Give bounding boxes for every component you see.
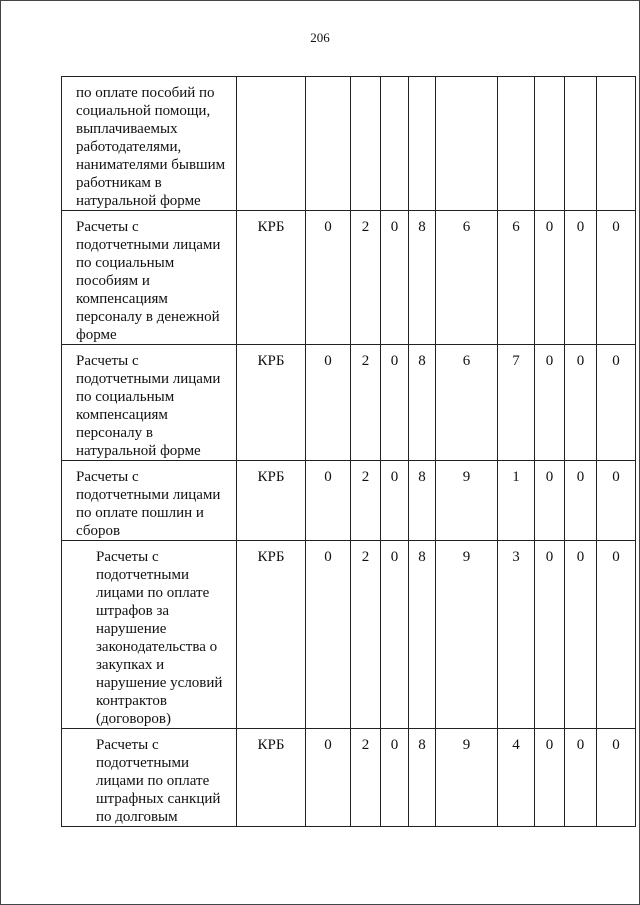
account-name-text: по оплате пособий по социальной помощи, выплачиваемых работодателями, нанимателями бывшим работникам в натуральной форме xyxy=(76,85,226,209)
table-row xyxy=(62,541,636,729)
account-digit-cell xyxy=(306,77,351,211)
account-digit-cell: 8 xyxy=(409,345,436,461)
account-digit-cell: 0 xyxy=(306,729,351,827)
account-name-text: Расчеты с подотчетными лицами по социальным пособиям и компенсациям персоналу в денежной форме xyxy=(76,219,221,343)
account-digit-cell: 0 xyxy=(306,211,351,345)
budget-code-cell: КРБ xyxy=(237,729,306,827)
account-digit-cell: 8 xyxy=(409,461,436,541)
account-digit-cell: 0 xyxy=(597,345,636,461)
account-digit-cell: 2 xyxy=(351,541,381,729)
account-name-cell xyxy=(62,729,237,827)
account-digit-cell: 2 xyxy=(351,461,381,541)
account-digit-cell: 0 xyxy=(306,541,351,729)
account-digit-cell: 1 xyxy=(498,461,535,541)
account-digit-cell: 0 xyxy=(597,541,636,729)
account-digit-cell xyxy=(351,77,381,211)
account-digit-cell xyxy=(565,77,597,211)
account-digit-cell: 4 xyxy=(498,729,535,827)
account-digit-cell: 8 xyxy=(409,729,436,827)
account-digit-cell: 0 xyxy=(565,729,597,827)
account-name-text: Расчеты с подотчетными лицами по социальным компенсациям персоналу в натуральной форме xyxy=(76,353,221,459)
account-digit-cell: 0 xyxy=(535,461,565,541)
page-number: 206 xyxy=(310,30,330,45)
table-row xyxy=(62,211,636,345)
budget-code-cell xyxy=(237,77,306,211)
account-digit-cell: 0 xyxy=(306,345,351,461)
account-digit-cell: 9 xyxy=(436,729,498,827)
account-digit-cell xyxy=(535,77,565,211)
account-name-cell xyxy=(62,541,237,729)
account-name-cell xyxy=(62,345,237,461)
account-digit-cell: 0 xyxy=(597,461,636,541)
account-digit-cell: 0 xyxy=(535,211,565,345)
account-digit-cell: 0 xyxy=(535,729,565,827)
account-name-cell xyxy=(62,77,237,211)
account-digit-cell: 0 xyxy=(535,345,565,461)
account-digit-cell xyxy=(381,77,409,211)
account-digit-cell xyxy=(409,77,436,211)
account-digit-cell: 0 xyxy=(306,461,351,541)
account-digit-cell: 2 xyxy=(351,729,381,827)
account-digit-cell: 2 xyxy=(351,345,381,461)
account-digit-cell: 6 xyxy=(436,345,498,461)
account-name-text: Расчеты с подотчетными лицами по оплате штрафных санкций по долговым xyxy=(96,737,221,825)
account-name-cell xyxy=(62,211,237,345)
account-digit-cell: 0 xyxy=(565,211,597,345)
account-digit-cell: 0 xyxy=(565,345,597,461)
account-name-text: Расчеты с подотчетными лицами по оплате пошлин и сборов xyxy=(76,469,221,539)
account-digit-cell: 0 xyxy=(381,541,409,729)
account-digit-cell: 8 xyxy=(409,211,436,345)
account-digit-cell: 9 xyxy=(436,461,498,541)
account-digit-cell xyxy=(436,77,498,211)
account-digit-cell: 6 xyxy=(436,211,498,345)
account-digit-cell: 0 xyxy=(597,729,636,827)
table-row xyxy=(62,345,636,461)
budget-code-cell: КРБ xyxy=(237,461,306,541)
budget-code-cell: КРБ xyxy=(237,345,306,461)
account-digit-cell: 0 xyxy=(535,541,565,729)
account-digit-cell: 9 xyxy=(436,541,498,729)
account-digit-cell: 0 xyxy=(381,729,409,827)
account-digit-cell: 0 xyxy=(381,211,409,345)
budget-code-cell: КРБ xyxy=(237,541,306,729)
account-digit-cell xyxy=(597,77,636,211)
account-digit-cell: 8 xyxy=(409,541,436,729)
account-code-table xyxy=(61,76,636,827)
table-body xyxy=(62,77,636,827)
account-name-text: Расчеты с подотчетными лицами по оплате штрафов за нарушение законодательства о закупках и нарушение условий контрактов (договоров) xyxy=(96,549,223,727)
account-digit-cell: 0 xyxy=(565,541,597,729)
account-digit-cell: 0 xyxy=(381,461,409,541)
budget-code-cell: КРБ xyxy=(237,211,306,345)
account-digit-cell: 0 xyxy=(565,461,597,541)
table-row xyxy=(62,77,636,211)
account-digit-cell: 3 xyxy=(498,541,535,729)
account-name-cell xyxy=(62,461,237,541)
account-digit-cell: 0 xyxy=(597,211,636,345)
table-row xyxy=(62,729,636,827)
account-digit-cell: 7 xyxy=(498,345,535,461)
table-row xyxy=(62,461,636,541)
account-digit-cell xyxy=(498,77,535,211)
account-digit-cell: 2 xyxy=(351,211,381,345)
account-digit-cell: 6 xyxy=(498,211,535,345)
account-digit-cell: 0 xyxy=(381,345,409,461)
